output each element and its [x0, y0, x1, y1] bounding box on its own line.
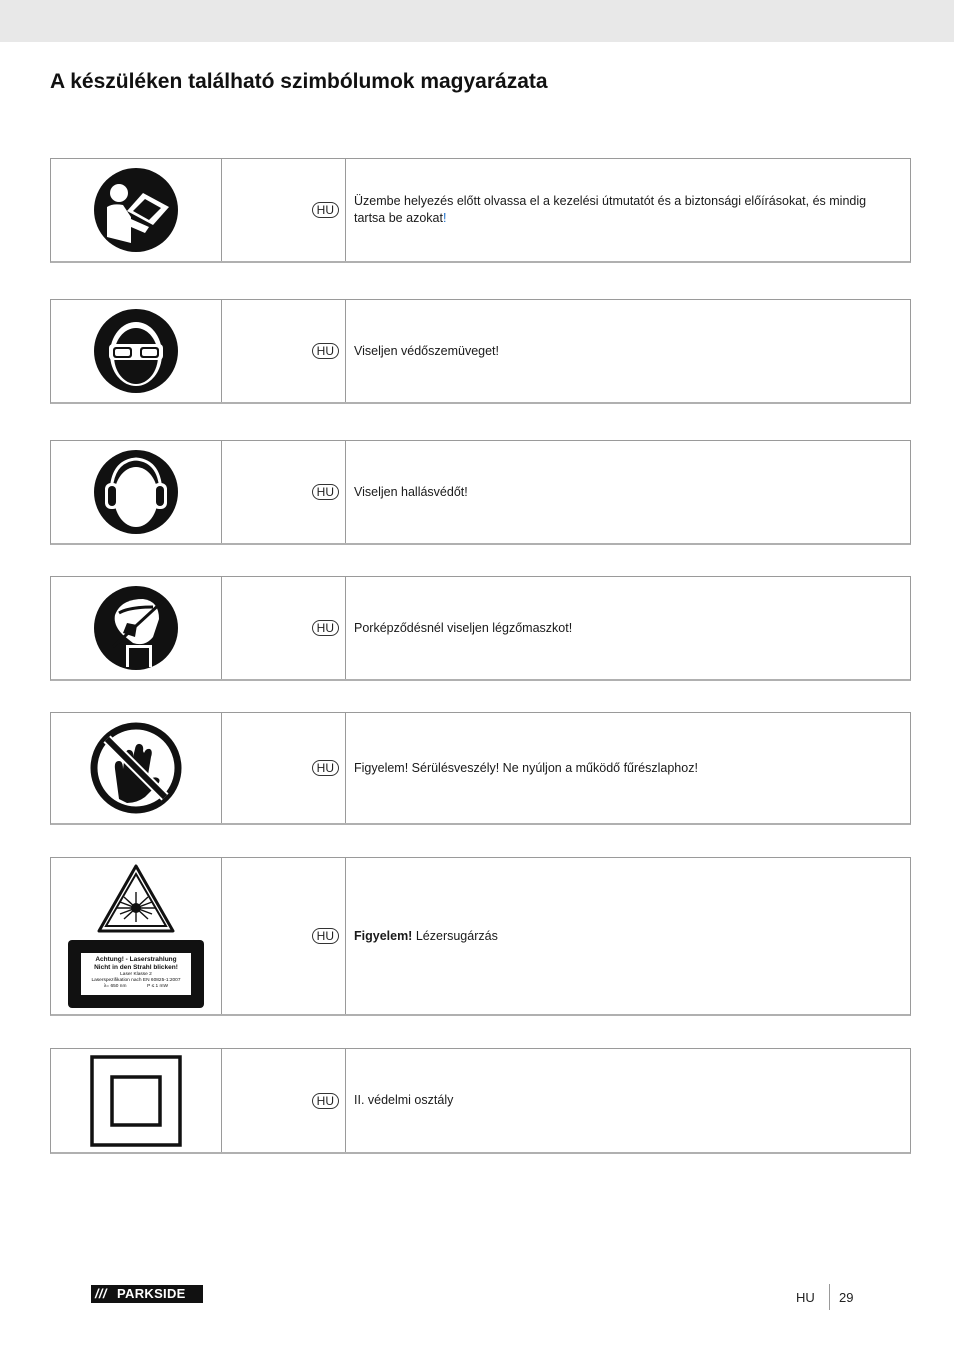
symbol-row: [50, 712, 911, 825]
symbol-row: [50, 440, 911, 545]
top-band: [0, 0, 954, 42]
laser-warning-icon: [97, 864, 175, 934]
description-text: Porképződésnél viseljen légzőmaszkot!: [354, 620, 573, 635]
description-text: Viseljen hallásvédőt!: [354, 484, 468, 499]
description-end: !: [442, 211, 447, 225]
description-cell: [345, 858, 910, 1014]
lang-badge: HU: [312, 202, 339, 218]
laser-label-wavelength: λ= 650 nm: [103, 984, 127, 989]
page-title: A készüléken található szimbólumok magyarázata: [50, 70, 548, 93]
ear-protection-icon: [93, 449, 179, 535]
no-hands-icon: [89, 721, 183, 815]
description-text: Viseljen védőszemüveget!: [354, 343, 499, 358]
laser-label: [68, 940, 204, 1008]
symbol-row: [50, 857, 911, 1016]
lang-cell: [221, 858, 346, 1014]
lang-cell: [221, 159, 346, 261]
description-cell: [345, 159, 910, 261]
description-cell: [345, 1049, 910, 1152]
icon-cell: [51, 441, 222, 543]
lang-badge: HU: [312, 343, 339, 359]
symbol-row: [50, 158, 911, 263]
footer-language: HU: [796, 1290, 815, 1305]
icon-cell: [51, 858, 222, 1014]
laser-label-line3: Laser Klasse 2: [120, 972, 152, 977]
description-text: [354, 928, 498, 945]
lang-cell: [221, 300, 346, 402]
logo-stripes: ///: [95, 1286, 107, 1301]
description-cell: [345, 713, 910, 823]
lang-badge: HU: [312, 484, 339, 500]
icon-cell: [51, 713, 222, 823]
respirator-icon: [93, 585, 179, 671]
laser-label-line1: Achtung! - Laserstrahlung: [95, 956, 177, 963]
laser-label-power: P ≤ 1 mW: [147, 984, 169, 989]
lang-badge: HU: [312, 760, 339, 776]
symbol-row: [50, 1048, 911, 1154]
icon-cell: [51, 577, 222, 679]
description-main: Üzembe helyezés előtt olvassa el a kezelési útmutatót és a biztonsági előírásokat, és mindig tartsa be azokat: [354, 194, 867, 225]
description-cell: [345, 441, 910, 543]
laser-label-line2: Nicht in den Strahl blicken!: [94, 964, 178, 971]
lang-cell: [221, 713, 346, 823]
description-text: [354, 193, 900, 227]
page-number: 29: [839, 1290, 854, 1305]
parkside-logo: [91, 1285, 203, 1303]
description-cell: [345, 577, 910, 679]
description-text: Figyelem! Sérülésveszély! Ne nyúljon a működő fűrészlaphoz!: [354, 760, 698, 775]
icon-cell: [51, 1049, 222, 1152]
lang-badge: HU: [312, 1093, 339, 1109]
icon-cell: [51, 300, 222, 402]
class-ii-icon: [90, 1055, 182, 1147]
icon-cell: [51, 159, 222, 261]
description-text: II. védelmi osztály: [354, 1093, 454, 1107]
lang-badge: HU: [312, 928, 339, 944]
safety-goggles-icon: [93, 308, 179, 394]
symbol-row: [50, 576, 911, 681]
symbol-row: [50, 299, 911, 404]
logo-text: PARKSIDE: [117, 1286, 186, 1301]
lang-cell: [221, 1049, 346, 1152]
description-cell: [345, 300, 910, 402]
lang-cell: [221, 577, 346, 679]
footer-divider: [829, 1284, 830, 1310]
description-rest: Lézersugárzás: [412, 928, 498, 943]
description-bold: Figyelem!: [354, 928, 413, 943]
lang-badge: HU: [312, 620, 339, 636]
lang-cell: [221, 441, 346, 543]
laser-label-line4: Laserspezifikation nach EN 60825-1:2007: [91, 978, 181, 983]
read-manual-icon: [93, 167, 179, 253]
